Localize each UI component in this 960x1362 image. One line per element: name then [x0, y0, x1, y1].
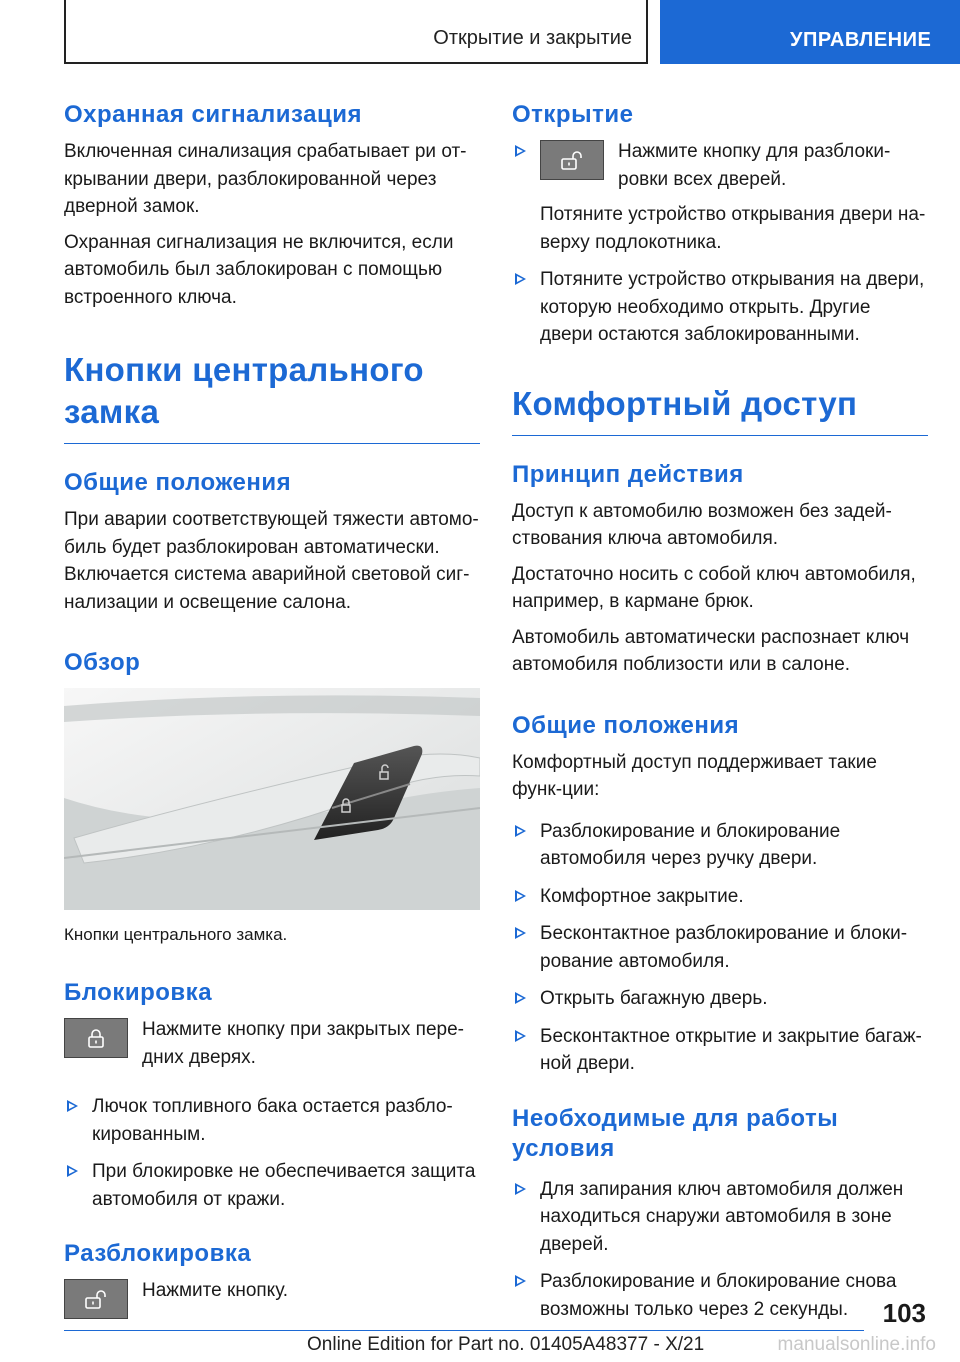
header-section-tab [660, 0, 960, 64]
section-label: УПРАВЛЕНИЕ [790, 29, 932, 51]
opening-bullet-list [512, 138, 928, 349]
list-item [512, 138, 928, 256]
triangle-bullet-icon [515, 825, 526, 837]
unlock-button-icon [540, 140, 604, 180]
edition-text: Online Edition for Part no. 01405A48377 - X/21 [307, 1334, 705, 1355]
triangle-bullet-icon [515, 1183, 526, 1195]
list-item: Для запирания ключ автомобиля должен находиться снаружи автомобиля в зоне дверей. [512, 1176, 928, 1259]
general-heading: Общие положения [64, 469, 292, 496]
chapter-title: Открытие и закрытие [433, 27, 632, 49]
triangle-bullet-icon [67, 1100, 78, 1112]
principle-heading: Принцип действия [512, 460, 744, 488]
alarm-paragraph-1: Включенная синализация срабатывает ри от-крывании двери, разблокированной через дверной замок. [64, 141, 467, 217]
door-buttons-figure [64, 688, 480, 910]
lock-button-icon [64, 1018, 128, 1058]
list-item: Разблокирование и блокирование снова возможны только через 2 секунды. [512, 1268, 928, 1323]
triangle-bullet-icon [515, 890, 526, 902]
triangle-bullet-icon [515, 273, 526, 285]
triangle-bullet-icon [515, 1030, 526, 1042]
triangle-bullet-icon [515, 1275, 526, 1287]
list-item: При блокировке не обеспечивается защита автомобиля от кражи. [64, 1158, 480, 1213]
principle-paragraph-1: Доступ к автомобилю возможен без задей-ствования ключа автомобиля. [512, 500, 892, 549]
central-lock-heading: Кнопки центрального замка [64, 349, 480, 444]
right-column [512, 100, 928, 1333]
overview-heading: Обзор [64, 649, 141, 676]
triangle-bullet-icon [515, 992, 526, 1004]
page-number: 103 [882, 1298, 926, 1328]
triangle-bullet-icon [515, 145, 526, 157]
unlock-icon [559, 149, 585, 171]
general-paragraph: При аварии соответствующей тяжести автомо-биль будет разблокирован автоматически. Включается система аварийной световой сиг-нализации и освещение салона. [64, 509, 479, 613]
opening-step-2: Потяните устройство открывания на двери, которую необходимо открыть. Другие двери остаются заблокированными. [540, 269, 925, 345]
list-item: Комфортное закрытие. [512, 883, 928, 911]
list-item: Открыть багажную дверь. [512, 985, 928, 1013]
figure-caption: Кнопки центрального замка. [64, 925, 288, 944]
opening-step-1: Нажмите кнопку для разблоки-ровки всех дверей. [618, 141, 891, 190]
conditions-list [512, 1176, 928, 1324]
list-item [512, 266, 928, 349]
lock-bullet-list [64, 1093, 480, 1213]
unlock-text: Нажмите кнопку. [142, 1280, 289, 1301]
opening-step-1-continued: Потяните устройство открывания двери на-верху подлокотника. [540, 204, 926, 253]
unlock-icon [83, 1288, 109, 1310]
door-panel-illustration [64, 688, 480, 910]
left-column [64, 100, 480, 1325]
opening-heading: Открытие [512, 101, 634, 128]
watermark: manualsonline.info [777, 1334, 936, 1355]
list-item: Бесконтактное открытие и закрытие багаж-ной двери. [512, 1023, 928, 1078]
alarm-paragraph-2: Охранная сигнализация не включится, если автомобиль был заблокирован с помощью встроенного ключа. [64, 231, 454, 308]
list-item: Разблокирование и блокирование автомобиля через ручку двери. [512, 818, 928, 873]
principle-paragraph-3: Автомобиль автоматически распознает ключ автомобиля поблизости или в салоне. [512, 626, 910, 675]
triangle-bullet-icon [67, 1165, 78, 1177]
header-chapter-box [64, 0, 648, 64]
footer-divider [64, 1330, 864, 1331]
triangle-bullet-icon [515, 927, 526, 939]
unlock-instruction [64, 1277, 480, 1319]
lock-instruction [64, 1016, 480, 1071]
unlock-heading: Разблокировка [64, 1240, 252, 1267]
lock-heading: Блокировка [64, 979, 213, 1006]
conditions-heading: Необходимые для работы условия [512, 1104, 839, 1162]
comfort-functions-list [512, 818, 928, 1078]
comfort-general-heading: Общие положения [512, 711, 740, 739]
lock-icon [85, 1027, 107, 1049]
list-item: Бесконтактное разблокирование и блоки-рование автомобиля. [512, 920, 928, 975]
alarm-heading: Охранная сигнализация [64, 101, 362, 128]
list-item: Лючок топливного бака остается разбло-кированным. [64, 1093, 480, 1148]
unlock-button-icon [64, 1279, 128, 1319]
comfort-access-heading: Комфортный доступ [512, 383, 928, 436]
comfort-general-paragraph: Комфортный доступ поддерживает такие функ-ции: [512, 751, 877, 800]
lock-text: Нажмите кнопку при закрытых пере-дних дверях. [142, 1019, 464, 1068]
principle-paragraph-2: Достаточно носить с собой ключ автомобиля, например, в кармане брюк. [512, 563, 916, 612]
